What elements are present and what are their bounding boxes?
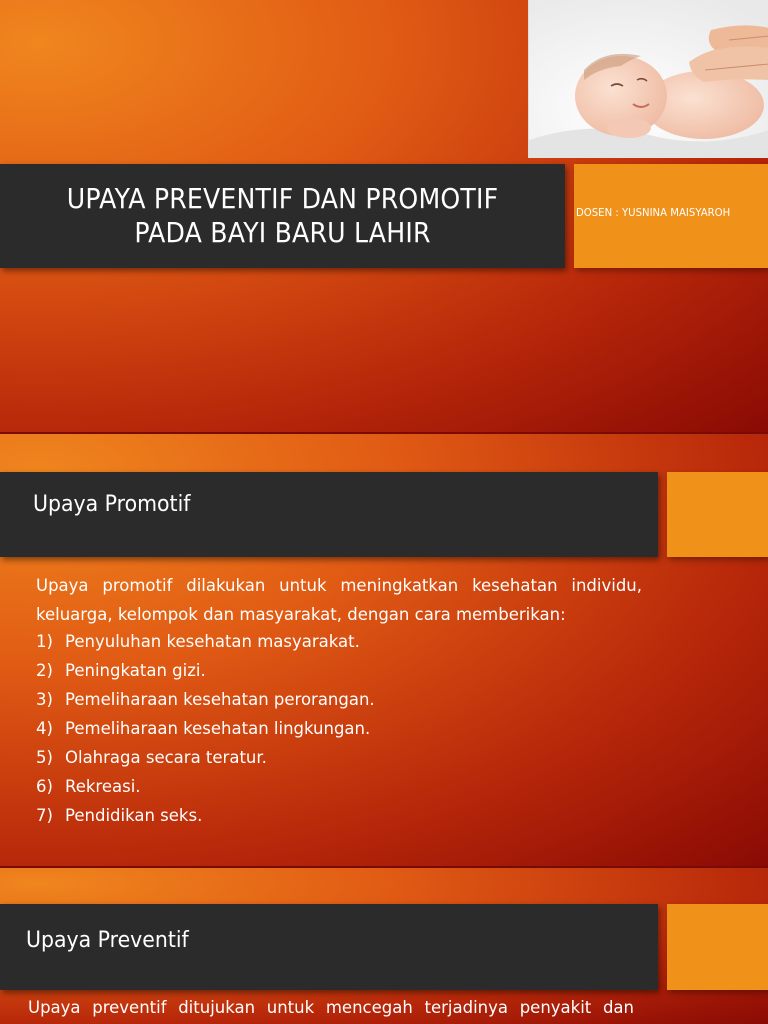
- list-item: 6) Rekreasi.: [36, 777, 141, 796]
- slide-title: [0, 0, 768, 432]
- list-item: 1) Penyuluhan kesehatan masyarakat.: [36, 632, 360, 651]
- dosen-label: DOSEN : YUSNINA MAISYAROH: [576, 206, 731, 219]
- title-bar: [0, 164, 565, 268]
- list-item: 7) Pendidikan seks.: [36, 806, 203, 825]
- list-item: 4) Pemeliharaan kesehatan lingkungan.: [36, 719, 371, 738]
- intro-paragraph: Upaya preventif ditujukan untuk mencegah terjadinya penyakit dan: [28, 998, 634, 1017]
- slide-title-text: UPAYA PREVENTIF DAN PROMOTIF PADA BAYI BARU LAHIR: [66, 182, 499, 249]
- accent-box: [667, 472, 768, 557]
- baby-massage-photo: [528, 0, 768, 158]
- accent-box: [667, 904, 768, 990]
- promotif-list: [36, 627, 375, 830]
- list-item: 3) Pemeliharaan kesehatan perorangan.: [36, 690, 375, 709]
- list-item: 5) Olahraga secara teratur.: [36, 748, 267, 767]
- dosen-box: [574, 164, 768, 268]
- slide-promotif: [0, 434, 768, 866]
- section-heading: Upaya Preventif: [26, 928, 189, 953]
- list-item: 2) Peningkatan gizi.: [36, 661, 206, 680]
- section-heading: Upaya Promotif: [33, 492, 191, 517]
- slide-preventif: [0, 868, 768, 1024]
- intro-paragraph: Upaya promotif dilakukan untuk meningkatkan kesehatan individu, keluarga, kelompok dan masyarakat, dengan cara memberikan:: [36, 576, 642, 624]
